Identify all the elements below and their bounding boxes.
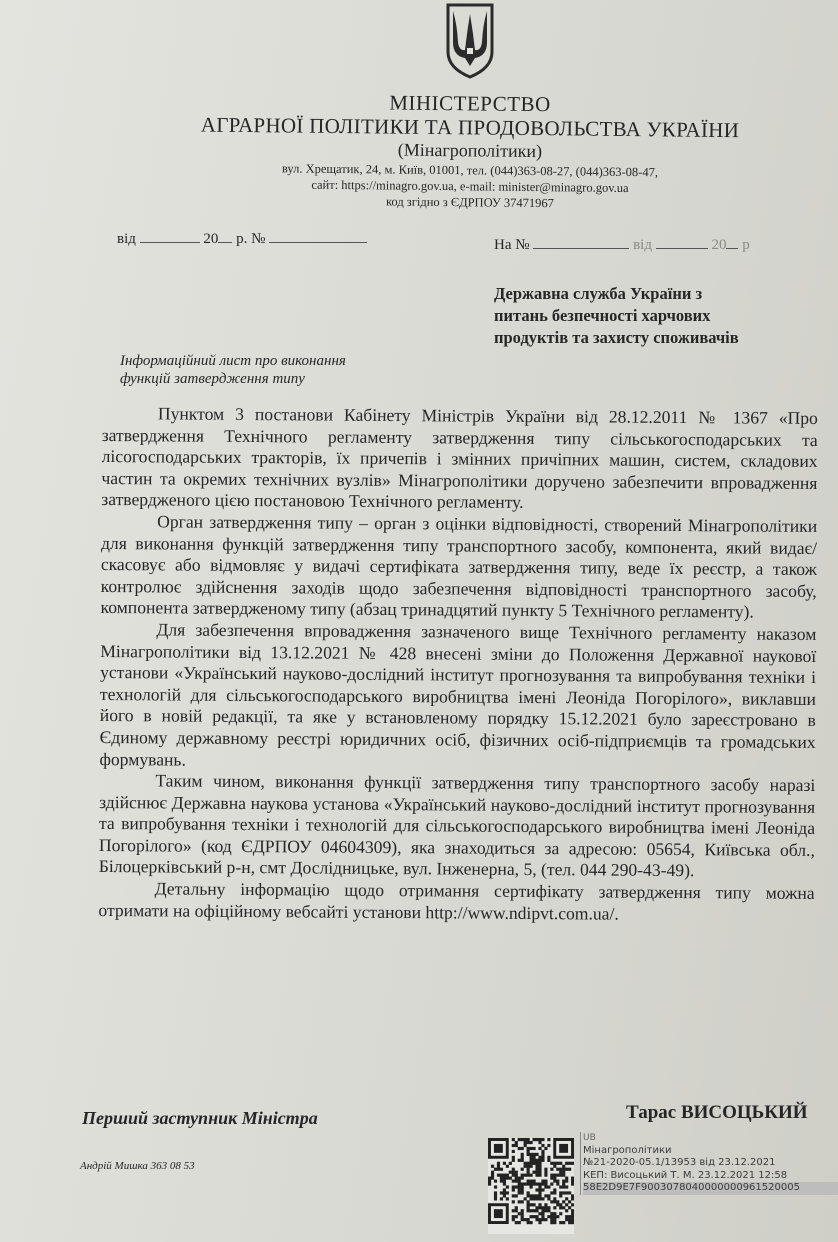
body-paragraph: Таким чином, виконання функції затвердження типу транспортного засобу наразі здійснює Державна наукова установа «Український науково-дослідний інститут прогнозування та випробування техніки і технологій для сільськогосподарського виробництва імені Леоніда Погорілого» (код ЄДРПОУ 04604309), яка знаходиться за адресою: 05654, Київська обл., Білоцерківський р-н, смт Дослідницьке, вул. Інженерна, 5, (тел. 044 290-43-49).: [98, 770, 816, 881]
executor-contact: Андрій Мишка 363 08 53: [80, 1160, 195, 1172]
body-paragraph: Для забезпечення впровадження зазначеного вище Технічного регламенту наказом Мінагрополітики від 13.12.2021 № 428 внесені зміни до Положення Державної наукової установи «Український науково-дослідний інститут прогнозування та випробування техніки і технологій для сільськогосподарського виробництва імені Леоніда Погорілого», виклавши його в новій редакції, та яке у встановленому порядку 15.12.2021 було зареєстровано в Єдиному державному реєстрі юридичних осіб, фізичних осіб-підприємців та громадських формувань.: [99, 619, 817, 770]
ministry-edrpou: код згідно з ЄДРПОУ 37471967: [385, 194, 555, 211]
ministry-title-line1: МІНІСТЕРСТВО: [389, 90, 551, 117]
body-paragraph: Детальну інформацію щодо отримання сертифікату затвердження типу можна отримати на офіційному вебсайті установи http://www.ndipvt.com.ua/.: [98, 878, 815, 924]
letter-body: [98, 403, 818, 926]
body-paragraph: Пунктом 3 постанови Кабінету Міністрів України від 28.12.2011 № 1367 «Про затвердження Технічного регламенту затвердження типу сільськогосподарських та лісогосподарських тракторів, їх причепів і змінних причіпних машин, систем, складових частин та окремих технічних вузлів» Мінагрополітики доручено забезпечити впровадження затвердженого цією постановою Технічного регламенту.: [101, 403, 818, 513]
ministry-contacts: сайт: https://minagro.gov.ua, e-mail: minister@minagro.gov.ua: [311, 177, 629, 196]
from-label: від: [117, 231, 136, 247]
ministry-title-line2: АГРАРНОЇ ПОЛІТИКИ ТА ПРОДОВОЛЬСТВА УКРАЇНИ: [200, 112, 740, 143]
digital-signature-stamp: [580, 1132, 838, 1195]
stamp-hash: 58E2D9E7F9003078040000000961520005: [583, 1182, 838, 1195]
body-paragraph: Орган затвердження типу – орган з оцінки відповідності, створений Мінагрополітики для виконання функцій затвердження типу транспортного засобу, компонента, який видає/скасовує або відмовляє у видачі сертифіката затвердження типу, веде їх реєстр, а також контролює здійснення заходів щодо забезпечення відповідності транспортного засобу, компонента затвердженому типу (абзац тринадцятий пункту 5 Технічного регламенту).: [100, 511, 818, 622]
ministry-short-name: (Мінагрополітики): [397, 139, 543, 162]
stamp-reg-number: №21-2020-05.1/13953 від 23.12.2021: [583, 1157, 776, 1168]
stamp-kep: КЕП: Висоцький Т. М. 23.12.2021 12:58: [583, 1169, 788, 1181]
addressee-line: продуктів та захисту споживачів: [494, 328, 739, 347]
ref-year-suffix: р: [742, 237, 750, 253]
addressee-block: [494, 283, 824, 349]
ref-from-label: від: [633, 237, 652, 253]
signatory-position: Перший заступник Міністра: [82, 1108, 318, 1128]
subject-line: функцій затвердження типу: [120, 371, 305, 387]
incoming-reference: [494, 236, 750, 254]
qr-code-icon: [488, 1138, 574, 1234]
ref-year-prefix: 20: [711, 237, 727, 253]
addressee-line: питань безпечності харчових: [494, 306, 711, 325]
addressee-line: Державна служба України з: [494, 284, 703, 303]
year-suffix: р. №: [236, 231, 266, 247]
outgoing-registration: [117, 230, 367, 248]
stamp-ub: UB: [583, 1133, 596, 1143]
trident-emblem-icon: [443, 2, 497, 80]
ref-label: На №: [494, 237, 530, 253]
ministry-address: вул. Хрещатик, 24, м. Київ, 01001, тел. (044)363-08-27, (044)363-08-47,: [281, 161, 659, 180]
year-prefix: 20: [203, 231, 219, 247]
stamp-org: Мінагрополітики: [583, 1144, 672, 1156]
letter-subject: [120, 352, 420, 388]
subject-line: Інформаційний лист про виконання: [120, 353, 346, 369]
signatory-name: Тарас ВИСОЦЬКИЙ: [626, 1102, 808, 1123]
